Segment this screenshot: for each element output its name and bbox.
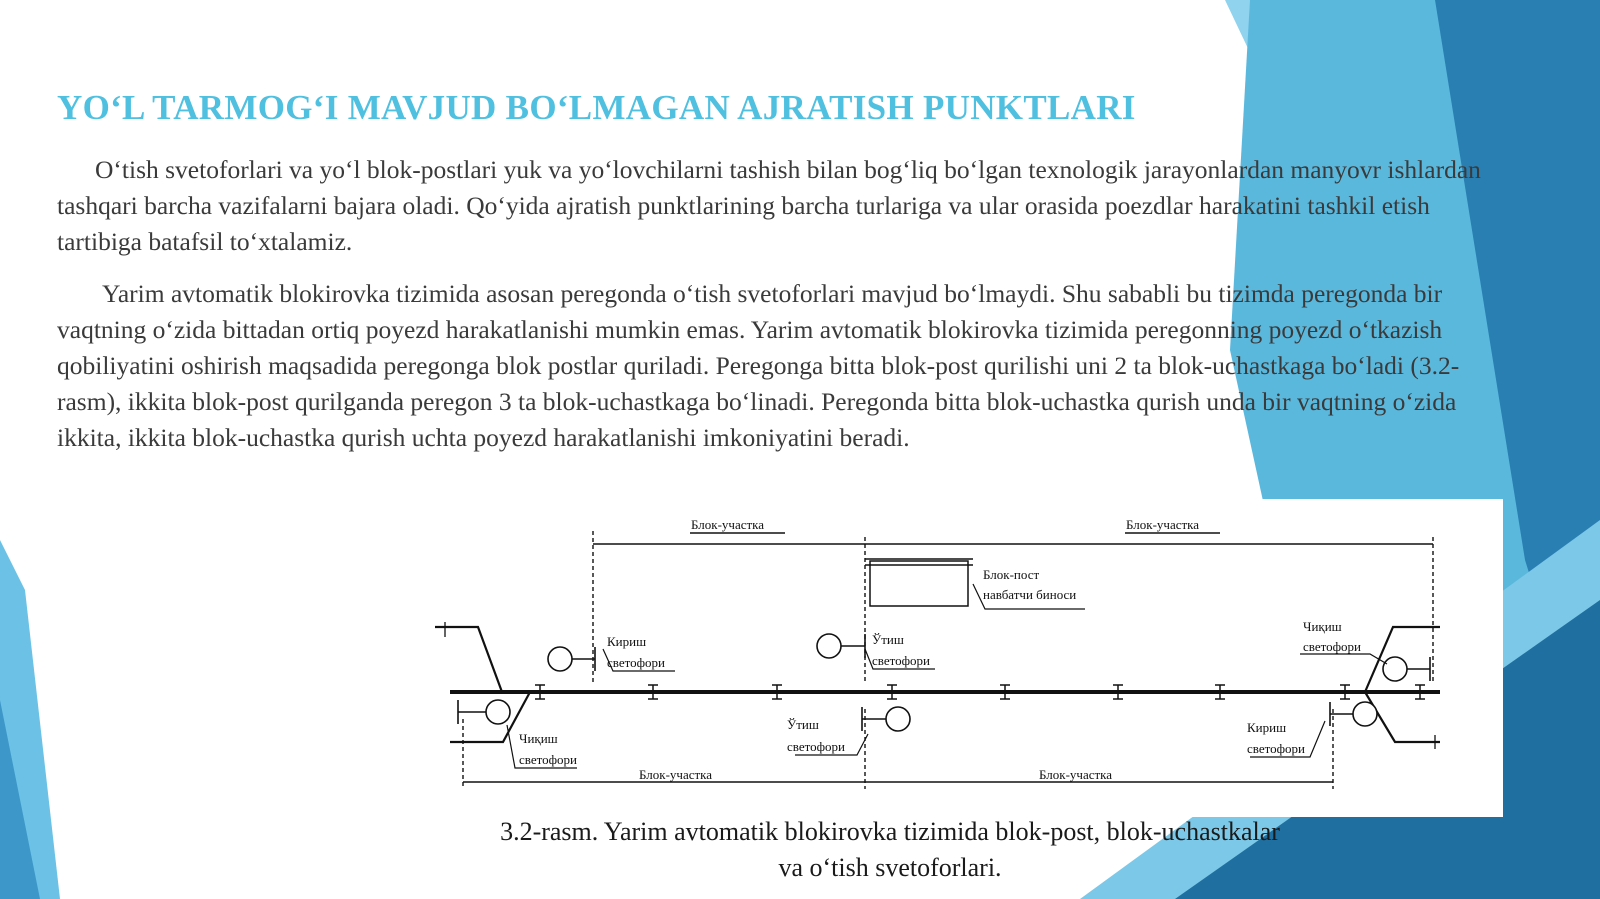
signals <box>458 634 1430 731</box>
right-switches <box>1365 627 1440 749</box>
paragraph-1-text: O‘tish svetoforlari va yo‘l blok-postlari yuk va yo‘lovchilarni tashish bilan bog‘liq bo‘lgan texnologik jarayonlardan manyovr ishlardan tashqari barcha vazifalarni bajara oladi. Qo‘yida ajratish punktlarining barcha turlariga va ular orasida poezdlar harakatini tashkil etish tartibiga batafsil to‘xtalamiz. <box>57 155 1481 256</box>
passing-signal-bottom-label: Ўтиш <box>787 717 819 732</box>
passing-signal-top-label: светофори <box>872 653 930 668</box>
paragraph-2-text: Yarim avtomatik blokirovka tizimida asosan peregonda o‘tish svetoforlari mavjud bo‘lmaydi. Shu sababli bu tizimda peregonda bir vaqtning o‘zida bittadan ortiq poyezd harakatlanishi mumkin emas. Yarim avtomatik blokirovka tizimida peregonning poyezd o‘tkazish qobiliyatini oshirish maqsadida peregonga blok postlar quriladi. Peregonga bitta blok-post qurilishi uni 2 ta blok-uchastkaga bo‘ladi (3.2-rasm), ikkita blok-post qurilganda peregon 3 ta blok-uchastkaga bo‘linadi. Peregonda bitta blok-uchastka qurish unda bir vaqtning o‘zida ikkita, ikkita blok-uchastka qurish uchta poyezd harakatlanishi imkoniyatini beradi. <box>57 279 1460 452</box>
paragraph-2 <box>57 276 1517 456</box>
bottom-left-section-label: Блок-участка <box>639 767 713 782</box>
block-post-building <box>865 559 973 606</box>
top-left-section-label: Блок-участка <box>691 517 765 532</box>
figure-panel <box>425 499 1503 817</box>
figure-caption: 3.2-rasm. Yarim avtomatik blokirovka tizimida blok-post, blok-uchastkalar va o‘tish svetoforlari. <box>500 817 1280 882</box>
entry-signal-left-label: Кириш <box>607 634 647 649</box>
exit-signal-left-label: светофори <box>519 752 577 767</box>
passing-signal-bottom-label: светофори <box>787 739 845 754</box>
entry-signal-right-label: светофори <box>1247 741 1305 756</box>
top-right-section-label: Блок-участка <box>1126 517 1200 532</box>
block-post-label: навбатчи биноси <box>983 587 1077 602</box>
block-post-label: Блок-пост <box>983 567 1040 582</box>
exit-signal-left-label: Чиқиш <box>519 731 558 746</box>
left-switches <box>435 622 530 742</box>
entry-signal-left-label: светофори <box>607 655 665 670</box>
exit-signal-right-label: Чиқиш <box>1303 619 1342 634</box>
exit-signal-right-label: светофори <box>1303 639 1361 654</box>
bottom-right-section-label: Блок-участка <box>1039 767 1113 782</box>
track-diagram <box>425 499 1503 817</box>
entry-signal-right-label: Кириш <box>1247 720 1287 735</box>
slide-title: YO‘L TARMOG‘I MAVJUD BO‘LMAGAN AJRATISH PUNKTLARI <box>57 88 1136 127</box>
paragraph-1 <box>57 152 1517 260</box>
passing-signal-top-label: Ўтиш <box>872 632 904 647</box>
